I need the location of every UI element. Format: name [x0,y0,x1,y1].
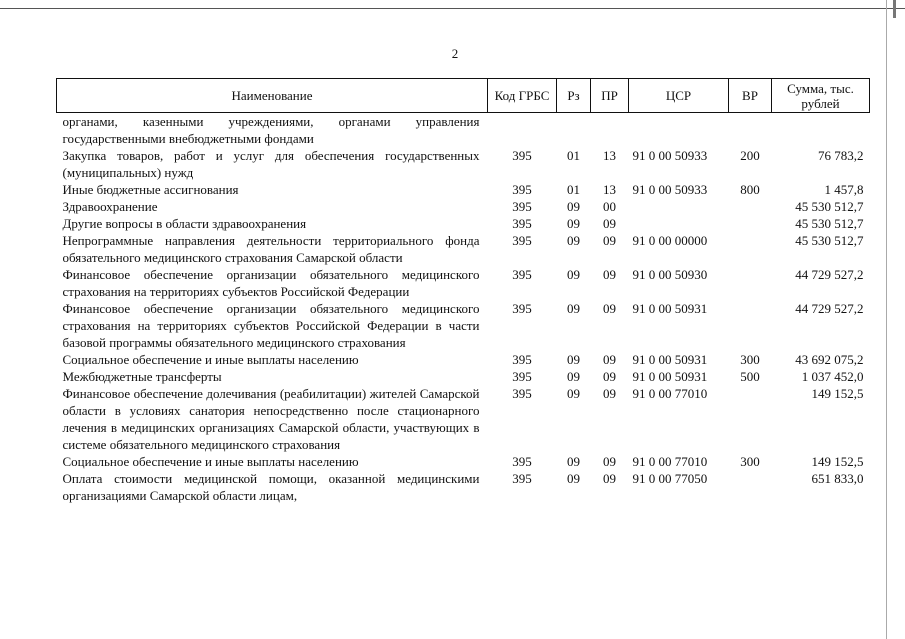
cell-pr: 13 [603,148,616,163]
header-grbs: Код ГРБС [488,79,557,113]
cell-rz: 09 [567,471,580,486]
cell-grbs: 395 [512,369,532,384]
cell-grbs: 395 [512,471,532,486]
cell-sum: 44 729 527,2 [795,301,864,316]
cell-csr: 91 0 00 50931 [632,369,708,384]
cell-rz: 09 [567,301,580,316]
cell-csr: 91 0 00 50931 [632,301,708,316]
cell-vr [729,113,772,148]
cell-pr: 09 [603,352,616,367]
cell-sum: 149 152,5 [811,454,864,469]
cell-csr [629,215,729,232]
cell-sum: 149 152,5 [811,386,864,401]
cell-vr [729,470,772,504]
cell-sum: 1 037 452,0 [801,369,864,384]
cell-rz: 09 [567,369,580,384]
cell-rz: 09 [567,199,580,214]
cell-name: Непрограммные направления деятельности территориального фонда обязательного медицинского страхования Самарской области [62,233,480,265]
cell-sum: 45 530 512,7 [795,199,864,214]
header-csr: ЦСР [629,79,729,113]
table-row [57,215,870,232]
table-row [57,385,870,453]
cell-name: Финансовое обеспечение организации обязательного медицинского страхования на территориях субъектов Российской Федерации [62,267,480,299]
cell-vr [729,266,772,300]
scan-border-right [886,0,887,639]
cell-rz: 09 [567,216,580,231]
cell-grbs: 395 [512,386,532,401]
cell-csr: 91 0 00 77010 [632,454,708,469]
cell-name: Оплата стоимости медицинской помощи, оказанной медицинскими организациями Самарской области лицам, [62,471,480,503]
cell-rz: 01 [567,182,580,197]
cell-vr: 300 [740,352,760,367]
header-sum: Сумма, тыс. рублей [772,79,870,113]
table-header-row [57,79,870,113]
cell-sum: 43 692 075,2 [795,352,864,367]
cell-grbs: 395 [512,233,532,248]
cell-name: Финансовое обеспечение организации обязательного медицинского страхования на территориях субъектов Российской Федерации в части базовой программы обязательного медицинского страхования [62,301,480,350]
cell-csr: 91 0 00 50933 [632,148,708,163]
cell-pr: 13 [603,182,616,197]
cell-sum: 44 729 527,2 [795,267,864,282]
cell-csr: 91 0 00 77010 [632,386,708,401]
cell-rz: 01 [567,148,580,163]
cell-grbs: 395 [512,352,532,367]
cell-name: Социальное обеспечение и иные выплаты населению [62,352,359,367]
table-row [57,232,870,266]
table-row [57,266,870,300]
cell-grbs: 395 [512,454,532,469]
cell-sum: 651 833,0 [811,471,864,486]
table-body [57,113,870,505]
cell-pr: 09 [603,267,616,282]
cell-pr [591,113,629,148]
budget-table [56,78,870,504]
cell-rz: 09 [567,267,580,282]
cell-pr: 09 [603,301,616,316]
table-row [57,300,870,351]
table-row [57,470,870,504]
cell-vr: 800 [740,182,760,197]
cell-rz: 09 [567,233,580,248]
cell-rz: 09 [567,454,580,469]
table-row [57,368,870,385]
cell-grbs: 395 [512,216,532,231]
cell-vr [729,385,772,453]
table-row [57,198,870,215]
cell-rz: 09 [567,352,580,367]
cell-vr [729,198,772,215]
table-row [57,147,870,181]
header-vr: ВР [729,79,772,113]
cell-pr: 09 [603,386,616,401]
cell-rz: 09 [567,386,580,401]
cell-grbs: 395 [512,199,532,214]
cell-csr: 91 0 00 50931 [632,352,708,367]
cell-name: Здравоохранение [62,199,158,214]
cell-csr [629,198,729,215]
cell-name: Межбюджетные трансферты [62,369,222,384]
cell-vr: 200 [740,148,760,163]
scan-mark [893,0,896,18]
cell-grbs: 395 [512,267,532,282]
cell-grbs: 395 [512,301,532,316]
cell-rz [557,113,591,148]
cell-csr: 91 0 00 77050 [632,471,708,486]
cell-pr: 09 [603,369,616,384]
table-row [57,453,870,470]
cell-pr: 09 [603,216,616,231]
cell-csr: 91 0 00 50930 [632,267,708,282]
cell-name: Иные бюджетные ассигнования [62,182,239,197]
cell-csr: 91 0 00 50933 [632,182,708,197]
cell-csr: 91 0 00 00000 [632,233,708,248]
cell-name: Другие вопросы в области здравоохранения [62,216,307,231]
header-pr: ПР [591,79,629,113]
cell-grbs: 395 [512,182,532,197]
cell-name: Социальное обеспечение и иные выплаты населению [62,454,359,469]
cell-csr [629,113,729,148]
header-rz: Рз [557,79,591,113]
cell-vr: 500 [740,369,760,384]
cell-pr: 09 [603,471,616,486]
header-name: Наименование [57,79,488,113]
cell-vr [729,215,772,232]
cell-name: Закупка товаров, работ и услуг для обеспечения государственных (муниципальных) нужд [62,148,480,180]
cell-vr [729,300,772,351]
cell-pr: 09 [603,233,616,248]
scan-border-top [0,8,905,9]
table-row [57,113,870,148]
page-number: 2 [451,46,459,61]
cell-vr [729,232,772,266]
cell-pr: 09 [603,454,616,469]
cell-pr: 00 [603,199,616,214]
cell-sum: 76 783,2 [818,148,864,163]
cell-sum: 45 530 512,7 [795,233,864,248]
cell-grbs [488,113,557,148]
table-row [57,351,870,368]
cell-name: органами, казенными учреждениями, органами управления государственными внебюджетными фондами [62,114,480,146]
cell-vr: 300 [740,454,760,469]
table-row [57,181,870,198]
cell-sum [772,113,870,148]
cell-grbs: 395 [512,148,532,163]
cell-sum: 45 530 512,7 [795,216,864,231]
cell-name: Финансовое обеспечение долечивания (реабилитации) жителей Самарской области в условиях санатория непосредственно после стационарного лечения в медицинских организациях Самарской области, участвующих в системе обязательного медицинского страхования [62,386,480,452]
cell-sum: 1 457,8 [824,182,864,197]
